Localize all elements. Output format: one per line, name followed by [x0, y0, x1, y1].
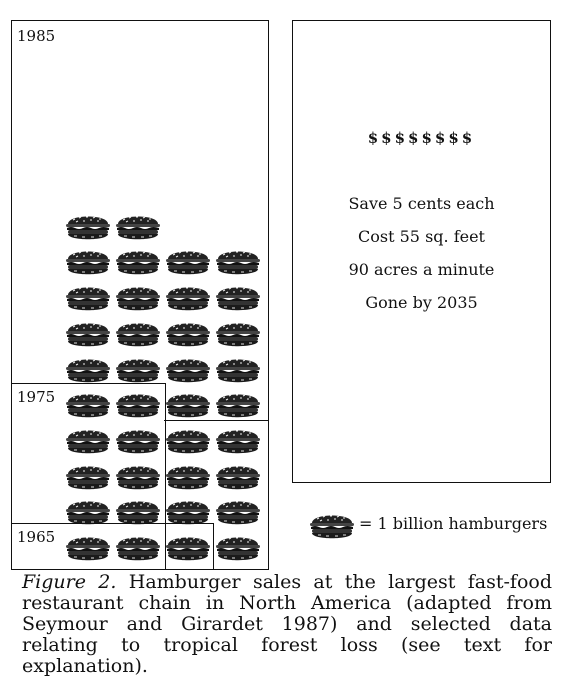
figure-label: Figure 2.	[22, 571, 117, 593]
box-1975-notch	[164, 420, 269, 421]
info-box	[292, 20, 551, 483]
info-line-2: Cost 55 sq. feet	[358, 227, 485, 246]
caption-text: Hamburger sales at the largest fast-food restaurant chain in North America (adapted from Seymour and Girardet 1987) and selected data relating to tropical forest loss (see text for explanation).	[22, 571, 552, 677]
hamburger-icon	[309, 510, 355, 541]
year-label-1985: 1985	[17, 27, 58, 45]
dollar-signs: $$$$$$$$	[367, 129, 476, 147]
year-label-1965: 1965	[17, 528, 58, 546]
figure-caption	[22, 572, 552, 677]
legend-text: = 1 billion hamburgers	[359, 514, 548, 533]
info-line-3: 90 acres a minute	[348, 260, 495, 279]
year-label-1975: 1975	[17, 388, 58, 406]
info-line-4: Gone by 2035	[365, 293, 478, 312]
info-line-1: Save 5 cents each	[348, 194, 495, 213]
